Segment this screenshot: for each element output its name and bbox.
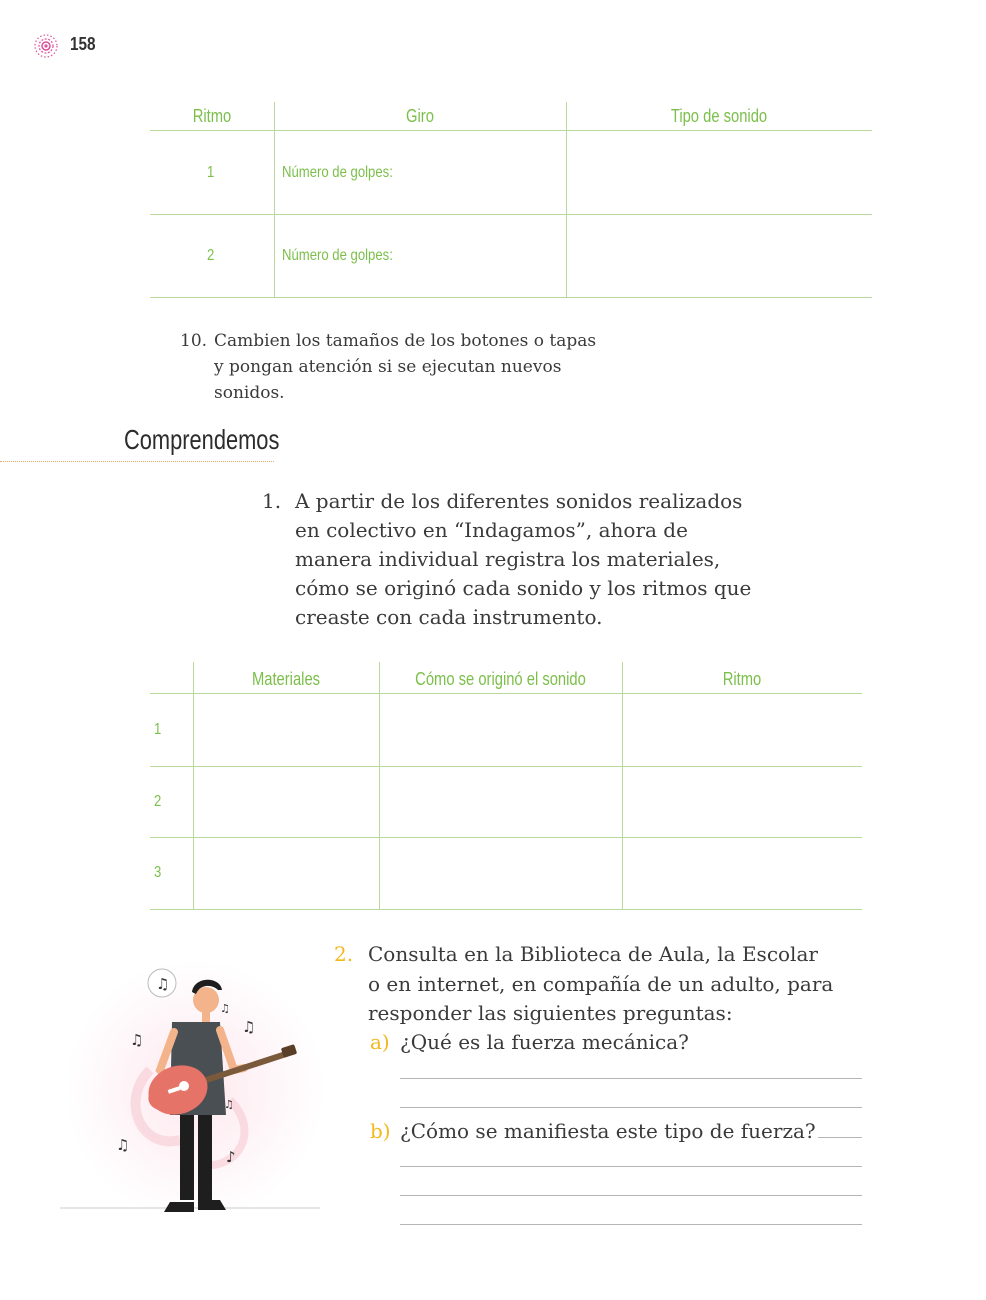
- sun-ornament-icon: [32, 32, 60, 60]
- question-letter: b): [370, 1119, 391, 1143]
- activity-text-line: o en internet, en compañía de un adulto, para: [368, 972, 834, 996]
- answer-line[interactable]: [400, 1078, 862, 1079]
- column-header-ritmo: Ritmo: [722, 669, 762, 689]
- column-header-giro: Giro: [406, 106, 434, 126]
- step-text-line: sonidos.: [214, 383, 285, 403]
- step-text-line: Cambien los tamaños de los botones o tapas: [214, 331, 597, 351]
- answer-line[interactable]: [400, 1224, 862, 1225]
- column-header-tipo-de-sonido: Tipo de sonido: [670, 106, 768, 126]
- activity-text-line: cómo se originó cada sonido y los ritmos que: [295, 576, 752, 600]
- table-row-number: 2: [207, 247, 215, 264]
- activity-text-line: Consulta en la Biblioteca de Aula, la Escolar: [368, 942, 818, 966]
- activity-text-line: en colectivo en “Indagamos”, ahora de: [295, 518, 688, 542]
- question-text: ¿Qué es la fuerza mecánica?: [400, 1030, 689, 1054]
- table-row-number: 1: [207, 164, 215, 181]
- guitar-player-illustration: [60, 950, 330, 1230]
- svg-text:♫: ♫: [156, 975, 170, 993]
- activity-text-line: creaste con cada instrumento.: [295, 605, 603, 629]
- svg-text:♫: ♫: [220, 1002, 230, 1015]
- page-number: 158: [70, 34, 96, 54]
- activity-text-line: responder las siguientes preguntas:: [368, 1001, 733, 1025]
- column-header-materiales: Materiales: [251, 669, 321, 689]
- step-text-line: y pongan atención si se ejecutan nuevos: [214, 357, 562, 377]
- table-row-number: 1: [154, 721, 162, 738]
- activity-number: 2.: [334, 942, 354, 966]
- activity-text-line: A partir de los diferentes sonidos realizados: [295, 489, 743, 513]
- question-letter: a): [370, 1030, 390, 1054]
- section-title: Comprendemos: [124, 424, 280, 455]
- table-row-number: 3: [154, 864, 162, 881]
- activity-number: 1.: [262, 489, 282, 513]
- svg-text:♫: ♫: [242, 1018, 256, 1036]
- table-cell-giro: Número de golpes:: [282, 247, 393, 264]
- activity-text-line: manera individual registra los materiales,: [295, 547, 721, 571]
- svg-text:♪: ♪: [226, 1148, 236, 1166]
- answer-line[interactable]: [400, 1195, 862, 1196]
- column-header-ritmo: Ritmo: [192, 106, 232, 126]
- table-cell-giro: Número de golpes:: [282, 164, 393, 181]
- svg-text:♫: ♫: [116, 1136, 130, 1154]
- answer-line[interactable]: [400, 1107, 862, 1108]
- column-header-origen-sonido: Cómo se originó el sonido: [415, 669, 586, 689]
- table-row-number: 2: [154, 793, 162, 810]
- question-text: ¿Cómo se manifiesta este tipo de fuerza?: [400, 1119, 816, 1143]
- answer-line[interactable]: [400, 1166, 862, 1167]
- answer-line[interactable]: [818, 1137, 862, 1138]
- step-number: 10.: [180, 331, 208, 351]
- section-divider: [0, 461, 274, 462]
- svg-text:♫: ♫: [224, 1098, 234, 1111]
- svg-text:♫: ♫: [130, 1031, 144, 1049]
